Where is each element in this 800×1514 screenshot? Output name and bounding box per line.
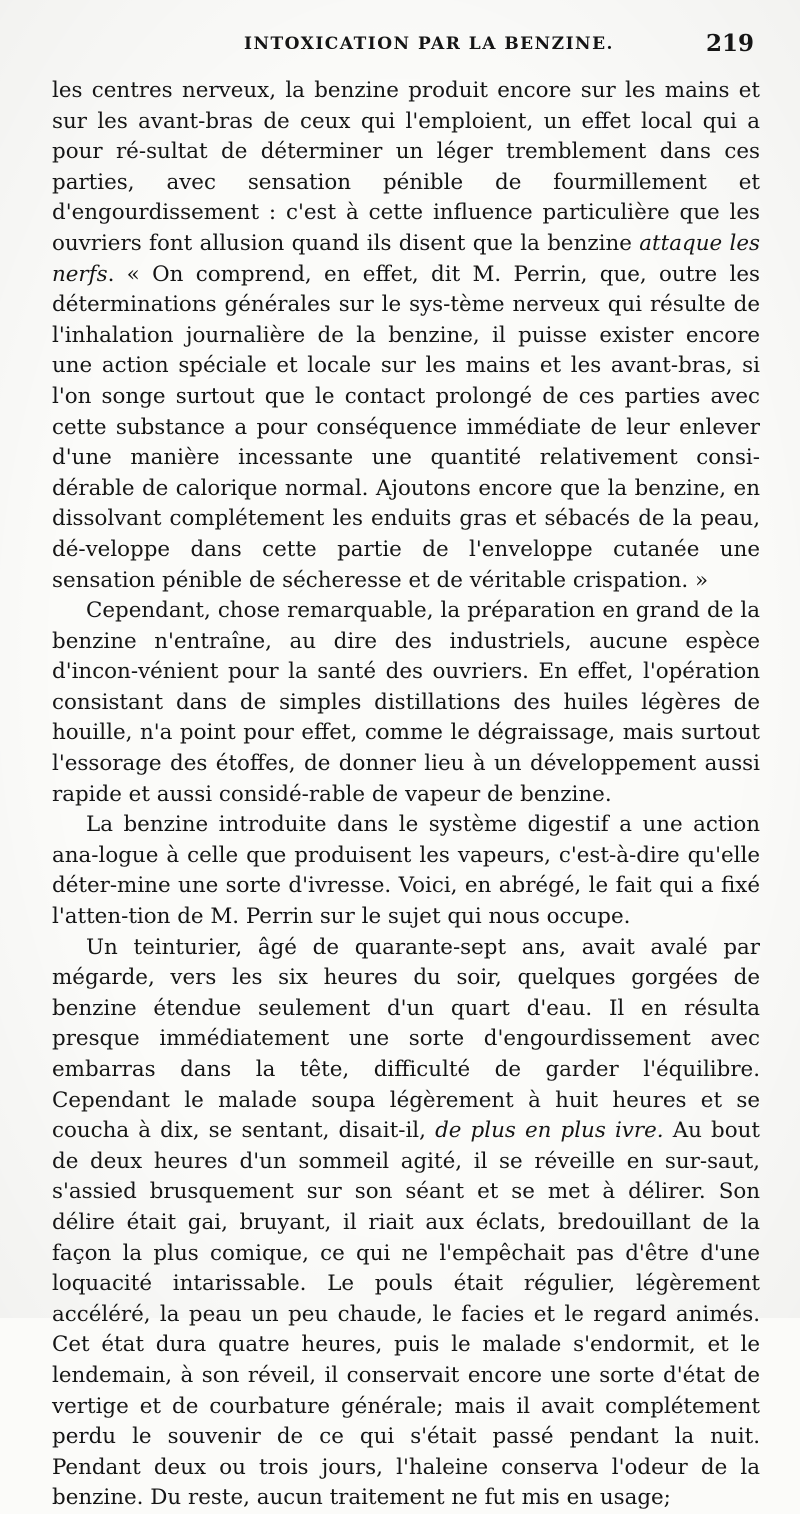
- paragraph-text: les centres nerveux, la benzine produit encore sur les mains et sur les avant-bras de ceux qui l'emploient, un effet local qui a pour ré-sultat de déterminer un léger tremblement dans ces parties, avec sensation pénible de fourmillement et d'engourdissement : c'est à cette influence particulière que les ouvriers font allusion quand ils disent que la benzine: [52, 78, 760, 256]
- paragraph-text: Au bout de deux heures d'un sommeil agité, il se réveille en sur-saut, s'assied brusquement sur son séant et se met à délirer. Son délire était gai, bruyant, il riait aux éclats, bredouillant de la façon la plus comique, ce qui ne l'empêchait pas d'être d'une loquacité intarissable. Le pouls était régulier, légèrement accéléré, la peau un peu chaude, le facies et le regard animés. Cet état dura quatre heures, puis le malade s'endormit, et le lendemain, à son réveil, il conservait encore une sorte d'état de vertige et de courbature générale; mais il avait complétement perdu le souvenir de ce qui s'était passé pendant la nuit. Pendant deux ou trois jours, l'haleine conserva l'odeur de la benzine. Du reste, aucun traitement ne fut mis en usage;: [52, 1118, 760, 1511]
- paragraph-4: [52, 933, 760, 1514]
- running-title: INTOXICATION PAR LA BENZINE.: [244, 34, 614, 54]
- paragraph-text: . « On comprend, en effet, dit M. Perrin, que, outre les déterminations générales sur le sys-tème nerveux qui résulte de l'inhalation journalière de la benzine, il puisse exister encore une action spéciale et locale sur les mains et les avant-bras, si l'on songe surtout que le contact prolongé de ces parties avec cette substance a pour conséquence immédiate de leur enlever d'une manière incessante une quantité relativement consi-dérable de calorique normal. Ajoutons encore que la benzine, en dissolvant complétement les enduits gras et sébacés de la peau, dé-veloppe dans cette partie de l'enveloppe cutanée une sensation pénible de sécheresse et de véritable crispation. »: [52, 261, 760, 593]
- paragraph-2: [52, 596, 760, 810]
- paragraph-1: [52, 76, 760, 596]
- running-header: [52, 30, 760, 76]
- italic-phrase: de plus en plus ivre.: [435, 1118, 664, 1144]
- paragraph-3: [52, 810, 760, 932]
- paragraph-text: Un teinturier, âgé de quarante-sept ans, avait avalé par mégarde, vers les six heures du soir, quelques gorgées de benzine étendue seulement d'un quart d'eau. Il en résulta presque immédiatement une sorte d'engourdissement avec embarras dans la tête, difficulté de garder l'équilibre. Cependant le malade soupa légèrement à huit heures et se coucha à dix, se sentant, disait-il,: [52, 934, 760, 1144]
- paragraph-text: Cependant, chose remarquable, la préparation en grand de la benzine n'entraîne, au dire des industriels, aucune espèce d'incon-vénient pour la santé des ouvriers. En effet, l'opération consistant dans de simples distillations des huiles légères de houille, n'a point pour effet, comme le dégraissage, mais surtout l'essorage des étoffes, de donner lieu à un développement aussi rapide et aussi considé-rable de vapeur de benzine.: [52, 598, 760, 807]
- paragraph-text: La benzine introduite dans le système digestif a une action ana-logue à celle que produisent les vapeurs, c'est-à-dire qu'elle déter-mine une sorte d'ivresse. Voici, en abrégé, le fait qui a fixé l'atten-tion de M. Perrin sur le sujet qui nous occupe.: [52, 812, 760, 930]
- italic-phrase: attaque les nerfs: [52, 230, 760, 287]
- body-text: [52, 76, 760, 1514]
- page-number: 219: [705, 30, 754, 57]
